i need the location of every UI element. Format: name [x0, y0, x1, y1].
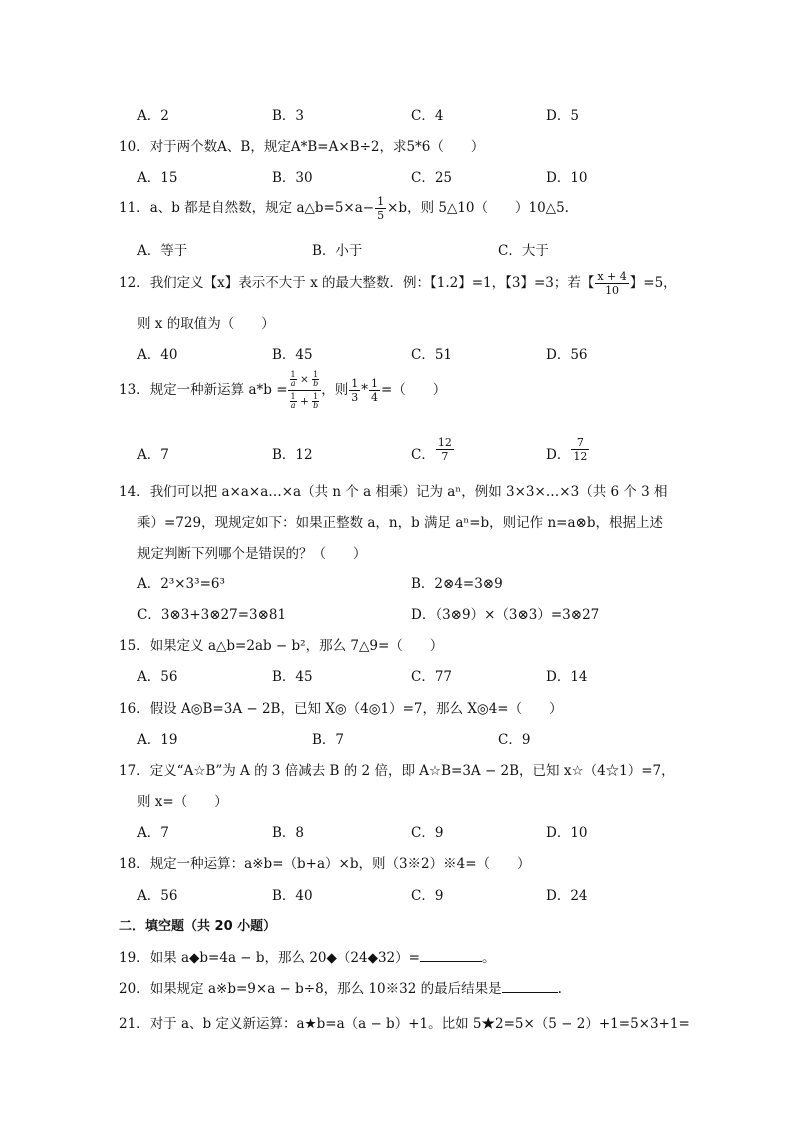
q14-text-line2: 乘）=729，现规定如下：如果正整数 a，n，b 满足 aⁿ=b，则记作 n=a⊗b，根据上述 [137, 515, 663, 531]
q13-fraction-1-numerator: 1 [351, 377, 359, 390]
q12-fraction [595, 271, 628, 296]
q13-text-then: ，则 [321, 382, 349, 398]
q12-fraction-denominator: 10 [605, 284, 620, 297]
q19-stem [119, 946, 495, 966]
q13-option-d-fraction: $\frac{7}{12}$ [573, 436, 588, 463]
q20-answer-blank[interactable] [502, 979, 558, 993]
q17-number: 17． [119, 763, 150, 779]
q16-option-b: B．7 [312, 732, 345, 748]
q18-option-a: A．56 [137, 888, 178, 904]
q16-option-c: C．9 [498, 732, 531, 748]
q13-number: 13． [119, 382, 150, 398]
q13-fraction-2-numerator: 1 [370, 377, 378, 390]
q19-text-post: 。 [481, 950, 496, 966]
q9-option-c: C．4 [411, 108, 444, 124]
q14-number: 14． [119, 484, 150, 500]
q18-option-c: C．9 [411, 888, 444, 904]
q14-stem-line1 [119, 480, 668, 500]
q13-def-denominator: $\frac{1}{a}$ + $\frac{1}{b}$ [290, 392, 319, 410]
q13-option-c: C． $\frac{12}{7}$ [411, 436, 452, 463]
q9-option-d: D．5 [546, 108, 579, 124]
q13-option-a: A．7 [137, 447, 169, 463]
q13-star: * [361, 382, 368, 398]
q17-option-b: B．8 [272, 825, 305, 841]
q14-stem-line2 [137, 511, 663, 531]
q13-fraction-1-denominator: 3 [351, 391, 359, 404]
q13-def-numerator: $\frac{1}{a}$ × $\frac{1}{b}$ [288, 371, 322, 391]
q11-number: 11． [119, 200, 150, 216]
q11-fraction-numerator: 1 [377, 195, 385, 208]
q16-number: 16． [119, 701, 150, 717]
q20-text-pre: 如果规定 a※b=9×a − b÷8，那么 10※32 的最后结果是 [149, 981, 502, 997]
q20-text-post: . [557, 981, 562, 997]
q15-option-c: C．77 [411, 669, 453, 685]
q12-option-a: A．40 [137, 347, 178, 363]
q12-text-post: 】=5， [629, 275, 677, 291]
q14-text-line3: 规定判断下列哪个是错误的？（ ） [137, 546, 367, 562]
q10-number: 10． [119, 139, 150, 155]
q18-option-d: D．24 [546, 888, 588, 904]
q14-option-c: C．3⊗3+3⊗27=3⊗81 [137, 607, 287, 623]
q11-stem [119, 196, 569, 221]
q13-fraction-2 [369, 378, 380, 403]
q14-option-d: D．（3⊗9）×（3⊗3）=3⊗27 [411, 607, 600, 623]
section-heading-fill-in: 二．填空题（共 20 小题） [119, 919, 277, 934]
q17-option-a: A．7 [137, 825, 169, 841]
q12-number: 12． [119, 275, 150, 291]
q17-text-line1: 定义“A☆B”为 A 的 3 倍减去 B 的 2 倍，即 A☆B=3A − 2B，已知 x☆（4☆1）=7， [149, 763, 675, 779]
q18-number: 18． [119, 856, 150, 872]
q10-option-c: C．25 [411, 170, 453, 186]
q13-fraction-2-denominator: 4 [370, 391, 378, 404]
q19-text-pre: 如果 a◆b=4a − b，那么 20◆（24◆32）= [149, 950, 420, 966]
q12-text-pre: 我们定义【x】表示不大于 x 的最大整数．例：【1.2】=1，【3】=3；若【 [149, 275, 595, 291]
q18-stem [119, 852, 531, 872]
q12-text-line2: 则 x 的取值为（ ） [137, 316, 275, 332]
q21-text: 对于 a、b 定义新运算：a★b=a（a − b）+1。比如 5★2=5×（5 − 2）+1=5×3+1= [149, 1016, 690, 1032]
q13-text-post: =（ ） [380, 382, 447, 398]
q12-stem [119, 271, 677, 296]
q20-number: 20． [119, 981, 150, 997]
q16-option-a: A．19 [137, 732, 178, 748]
q9-option-b: B．3 [272, 108, 305, 124]
q12-option-b: B．45 [272, 347, 313, 363]
q14-option-b: B．2⊗4=3⊗9 [411, 576, 503, 592]
q15-stem [119, 634, 443, 654]
q21-number: 21． [119, 1016, 150, 1032]
q15-text: 如果定义 a△b=2ab − b²，那么 7△9=（ ） [149, 638, 444, 654]
q15-option-a: A．56 [137, 669, 178, 685]
q11-text-pre: a、b 都是自然数，规定 a△b=5×a− [149, 200, 375, 216]
q17-option-d: D．10 [546, 825, 588, 841]
q13-option-c-fraction: $\frac{12}{7}$ [437, 436, 452, 463]
q13-option-b: B．12 [272, 447, 313, 463]
q11-option-c: C．大于 [498, 243, 549, 259]
q16-stem [119, 697, 563, 717]
q19-number: 19． [119, 950, 150, 966]
q9-option-a: A．2 [137, 108, 169, 124]
q10-option-d: D．10 [546, 170, 588, 186]
q14-stem-line3 [137, 542, 367, 562]
q18-text: 规定一种运算：a※b=（b+a）×b，则（3※2）※4=（ ） [149, 856, 531, 872]
q17-option-c: C．9 [411, 825, 444, 841]
q14-option-a: A．2³×3³=6³ [137, 576, 225, 592]
q16-text: 假设 A◎B=3A − 2B，已知 X◎（4◎1）=7，那么 X◎4=（ ） [149, 701, 563, 717]
q18-option-b: B．40 [272, 888, 313, 904]
q11-fraction-denominator: 5 [377, 209, 385, 222]
q11-option-a: A．等于 [137, 243, 188, 259]
q13-fraction-1 [349, 378, 360, 403]
q11-fraction [375, 196, 386, 221]
q15-number: 15． [119, 638, 150, 654]
q13-text-pre: 规定一种新运算 a*b = [149, 382, 288, 398]
q11-option-b: B．小于 [312, 243, 363, 259]
q21-stem [119, 1012, 690, 1032]
q15-option-d: D．14 [546, 669, 588, 685]
q12-stem-line2 [137, 312, 275, 332]
q13-option-d: D． $\frac{7}{12}$ [546, 436, 588, 463]
q10-option-a: A．15 [137, 170, 178, 186]
q10-option-b: B．30 [272, 170, 313, 186]
q12-fraction-numerator: x + 4 [597, 270, 627, 283]
q11-text-post: ×b，则 5△10（ ）10△5. [387, 200, 569, 216]
q17-text-line2: 则 x=（ ） [137, 794, 228, 810]
q20-stem [119, 977, 562, 997]
q13-stem [119, 371, 446, 410]
q15-option-b: B．45 [272, 669, 313, 685]
q17-stem-line2 [137, 790, 228, 810]
q14-text-line1: 我们可以把 a×a×a…×a（共 n 个 a 相乘）记为 aⁿ，例如 3×3×…×3（共 6 个 3 相 [149, 484, 668, 500]
q19-answer-blank[interactable] [420, 948, 482, 962]
q12-option-c: C．51 [411, 347, 453, 363]
q10-text: 对于两个数A、B，规定A*B=A×B÷2，求5*6（ ） [149, 139, 485, 155]
q17-stem-line1 [119, 759, 675, 779]
q12-option-d: D．56 [546, 347, 588, 363]
q10-stem [119, 135, 484, 155]
q13-definition-fraction [288, 371, 322, 410]
